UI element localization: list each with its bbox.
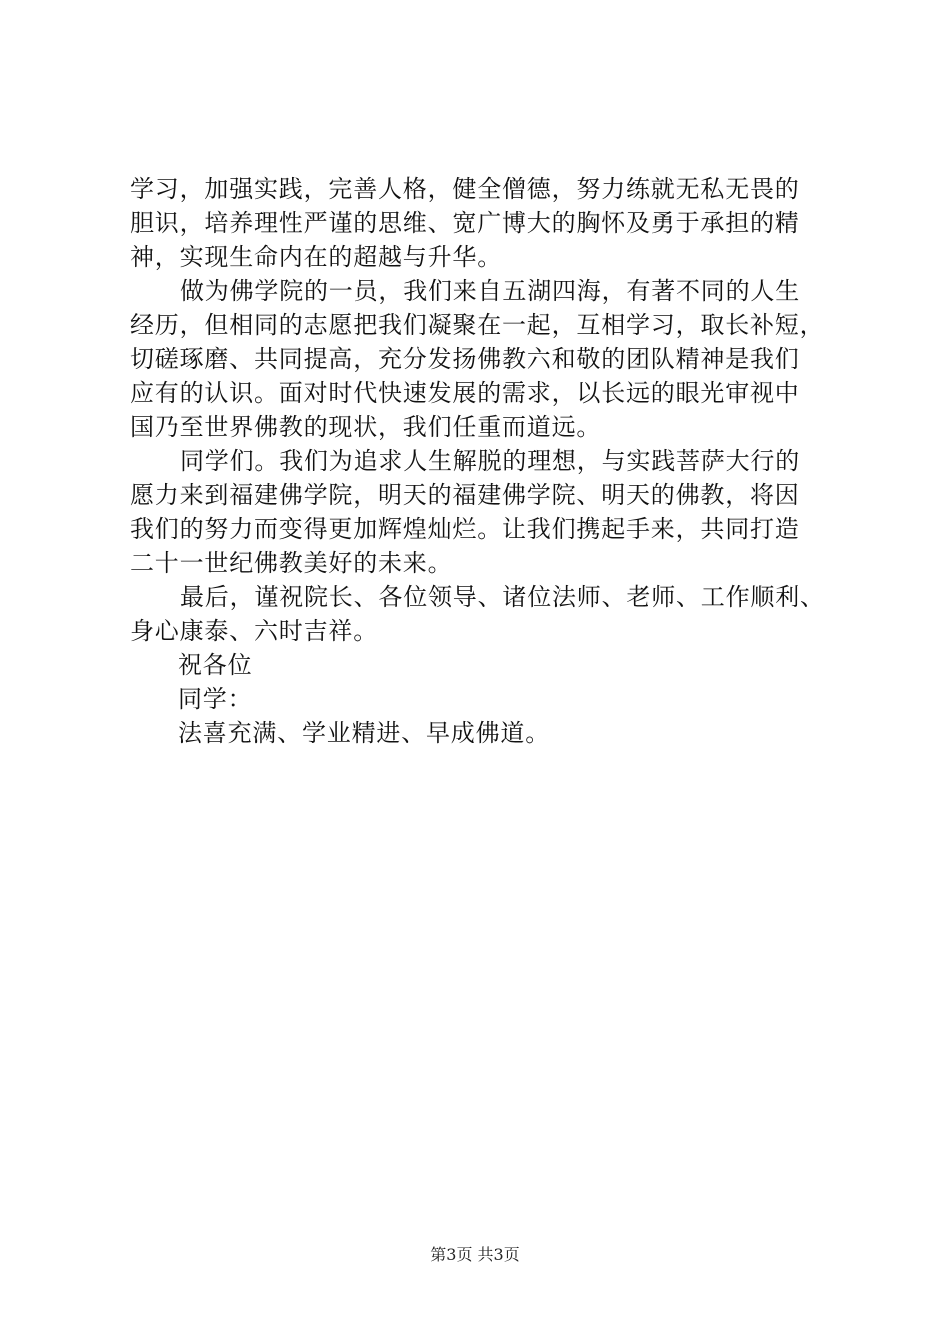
text-line: 愿力来到福建佛学院，明天的福建佛学院、明天的佛教，将因 (130, 481, 800, 509)
text-line: 神，实现生命内在的超越与升华。 (130, 243, 502, 271)
text-line: 我们的努力而变得更加辉煌灿烂。让我们携起手来，共同打造 (130, 515, 800, 543)
document-body (130, 172, 845, 750)
page-number-footer: 第3页 共3页 (430, 1245, 520, 1264)
text-line: 学习，加强实践，完善人格，健全僧德，努力练就无私无畏的 (130, 175, 800, 203)
text-line: 身心康泰、六时吉祥。 (130, 617, 378, 645)
text-line: 应有的认识。面对时代快速发展的需求，以长远的眼光审视中 (130, 379, 800, 407)
closing-line: 祝各位 (178, 651, 253, 679)
closing-line: 同学： (178, 685, 253, 713)
paragraph-start-line: 做为佛学院的一员，我们来自五湖四海，有著不同的人生 (180, 277, 800, 305)
text-line: 经历，但相同的志愿把我们凝聚在一起，互相学习，取长补短， (130, 311, 825, 339)
text-line: 国乃至世界佛教的现状，我们任重而道远。 (130, 413, 602, 441)
closing-line: 法喜充满、学业精进、早成佛道。 (178, 719, 550, 747)
text-line: 切磋琢磨、共同提高，充分发扬佛教六和敬的团队精神是我们 (130, 345, 800, 373)
paragraph-start-line: 同学们。我们为追求人生解脱的理想，与实践菩萨大行的 (180, 447, 800, 475)
paragraph-start-line: 最后，谨祝院长、各位领导、诸位法师、老师、工作顺利、 (180, 583, 825, 611)
text-line: 二十一世纪佛教美好的未来。 (130, 549, 453, 577)
text-line: 胆识，培养理性严谨的思维、宽广博大的胸怀及勇于承担的精 (130, 209, 800, 237)
